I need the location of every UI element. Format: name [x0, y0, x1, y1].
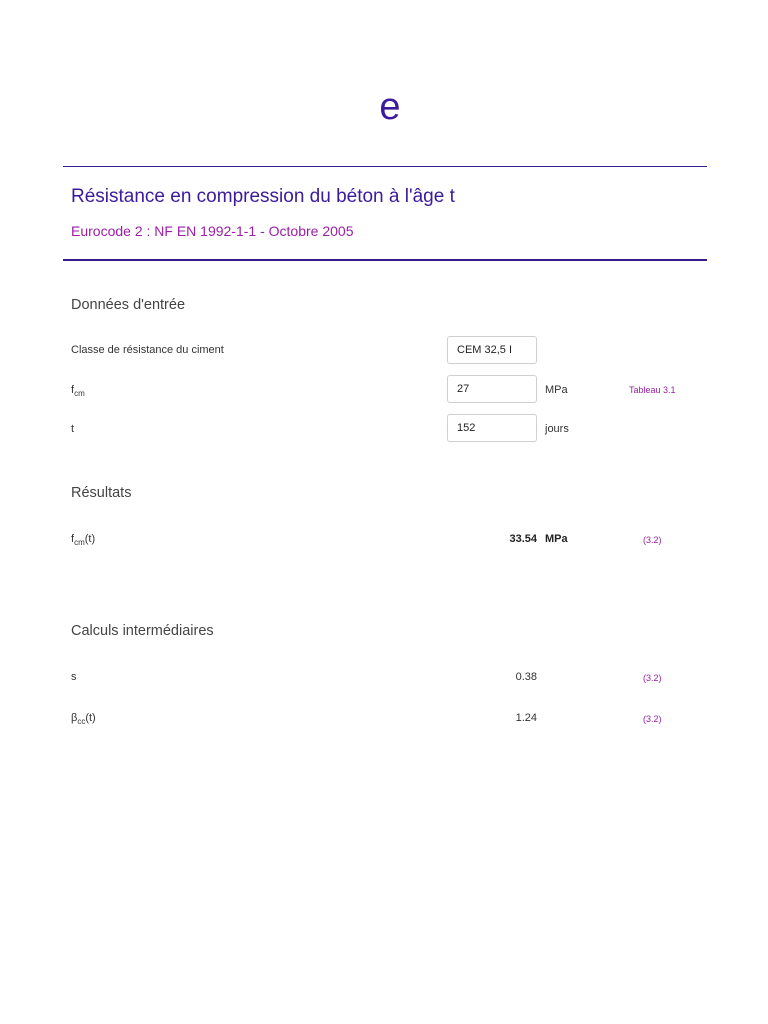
s-reference-link[interactable]: (3.2): [643, 673, 662, 683]
fcm-input[interactable]: [447, 375, 537, 403]
cement-class-label: Classe de résistance du ciment: [71, 344, 224, 356]
beta-cc-label-sub: cc: [77, 717, 86, 726]
fcm-t-unit: MPa: [545, 533, 568, 545]
header-divider-bottom: [63, 259, 707, 261]
intermediate-heading: Calculs intermédiaires: [71, 623, 214, 639]
fcm-label-sub: cm: [74, 389, 85, 398]
fcm-t-label-sub: cm: [74, 538, 85, 547]
s-value: 0.38: [515, 671, 537, 683]
fcm-reference-link[interactable]: Tableau 3.1: [629, 385, 676, 395]
beta-cc-label-main: β: [71, 712, 78, 724]
logo-icon: [357, 78, 413, 136]
cement-class-value: CEM 32,5 I: [457, 344, 513, 356]
beta-cc-label-suffix: (t): [85, 712, 96, 724]
fcm-label-main: f: [71, 384, 75, 396]
fcm-t-label: [71, 533, 95, 547]
fcm-input-value: 27: [457, 383, 470, 395]
fcm-t-reference-link[interactable]: (3.2): [643, 535, 662, 545]
beta-cc-label: [71, 712, 96, 726]
cement-class-select[interactable]: [447, 336, 537, 364]
t-unit: jours: [545, 423, 569, 435]
results-heading: Résultats: [71, 485, 132, 501]
svg-text:e: e: [379, 86, 401, 128]
header-divider-top: [63, 166, 707, 167]
t-label: t: [71, 423, 75, 435]
page-title: Résistance en compression du béton à l'âge t: [71, 186, 455, 207]
fcm-t-value: 33.54: [509, 533, 537, 545]
inputs-heading: Données d'entrée: [71, 297, 186, 313]
t-input[interactable]: [447, 414, 537, 442]
fcm-t-label-suffix: (t): [84, 533, 96, 545]
beta-cc-reference-link[interactable]: (3.2): [643, 714, 662, 724]
fcm-label: [71, 384, 85, 398]
fcm-unit: MPa: [545, 384, 568, 396]
s-label: s: [71, 671, 77, 683]
fcm-t-label-main: f: [71, 533, 75, 545]
page-subtitle: Eurocode 2 : NF EN 1992-1-1 - Octobre 2005: [71, 223, 354, 239]
t-input-value: 152: [457, 422, 476, 434]
beta-cc-value: 1.24: [515, 712, 537, 724]
